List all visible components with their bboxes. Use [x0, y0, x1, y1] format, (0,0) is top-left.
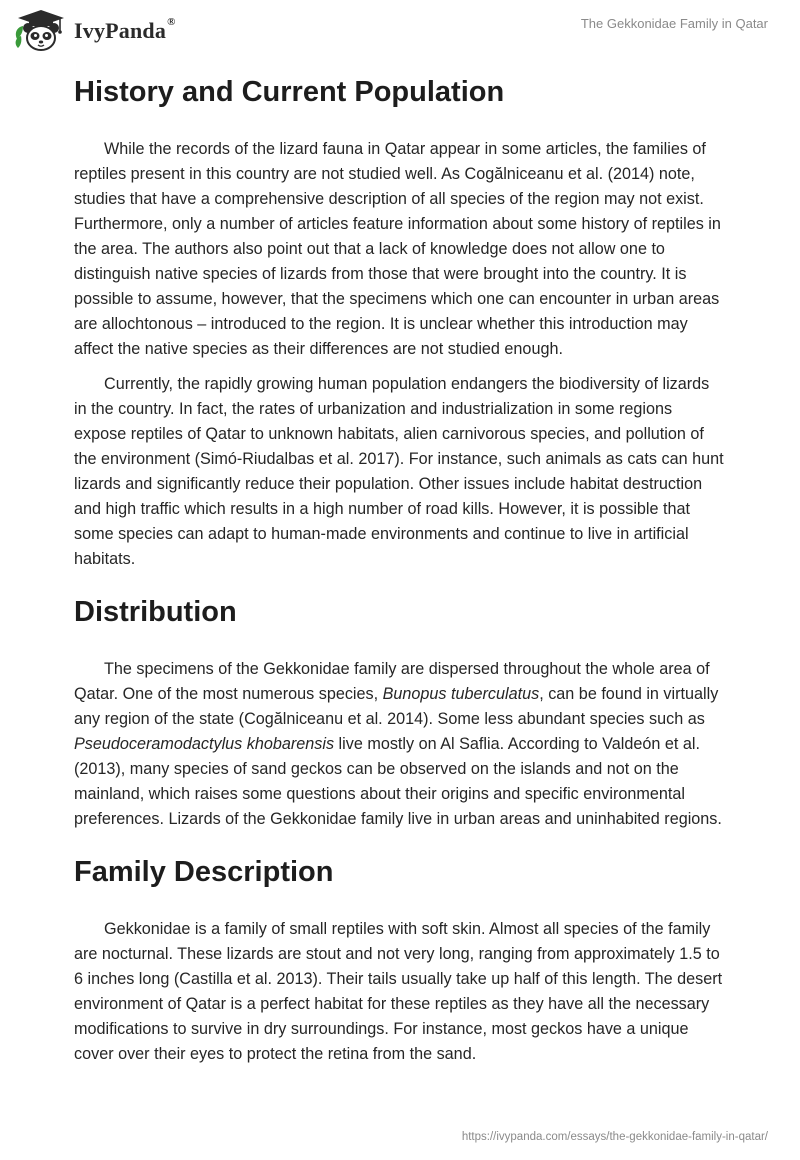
distribution-text-b: , can be found in virtually any region of the state (Cogălniceanu et al. 2014). Some less abundant species such as: [74, 685, 719, 728]
distribution-text-c: live mostly on Al Saflia. According to Valdeón et al. (2013), many species of sand geckos can be observed on the islands and not on the mainland, which raises some questions about their origins and specific environmental preferences. Lizards of the Gekkonidae family live in urban areas and uninhabited regions.: [74, 735, 722, 828]
page-header: [0, 0, 800, 60]
paragraph-history-1: While the records of the lizard fauna in Qatar appear in some articles, the families of reptiles present in this country are not studied well. As Cogălniceanu et al. (2014) note, studies that have a comprehensive description of all species of the region may not exist. Furthermore, only a number of articles feature information about some history of reptiles in the area. The authors also point out that a lack of knowledge does not allow one to distinguish native species of lizards from those that were brought into the country. It is possible to assume, however, that the specimens which one can encounter in urban areas are allochtonous – introduced to the region. It is unclear whether this introduction may affect the native species as their differences are not studied enough.: [74, 140, 721, 358]
section-heading-distribution: Distribution: [74, 596, 237, 628]
ivypanda-logo[interactable]: [14, 9, 176, 53]
paragraph-history-2: Currently, the rapidly growing human population endangers the biodiversity of lizards in the country. In fact, the rates of urbanization and industrialization in some regions expose reptiles of Qatar to unknown habitats, alien carnivorous species, and pollution of the environment (Simó-Riudalbas et al. 2017). For instance, such animals as cats can hunt lizards and significantly reduce their population. Other issues include habitat destruction and high traffic which results in a high number of road kills. However, it is possible that some species can adapt to human-made environments and continue to live in artificial habitats.: [74, 375, 724, 568]
source-url[interactable]: https://ivypanda.com/essays/the-gekkonidae-family-in-qatar/: [461, 1131, 768, 1143]
panda-graduate-logo-icon: [14, 9, 68, 53]
document-title: The Gekkonidae Family in Qatar: [580, 16, 768, 31]
brand-label: IvyPanda: [74, 18, 167, 43]
species-name-pseudoceramodactylus: Pseudoceramodactylus khobarensis: [74, 735, 335, 753]
paragraph-family-description-1: Gekkonidae is a family of small reptiles with soft skin. Almost all species of the family are nocturnal. These lizards are stout and not very long, ranging from approximately 1.5 to 6 inches long (Castilla et al. 2013). Their tails usually take up half of this length. The desert environment of Qatar is a perfect habitat for these reptiles as they have all the necessary modifications to survive in dry surroundings. For instance, most geckos have a unique cover over their eyes to protect the retina from the sand.: [74, 920, 723, 1063]
section-heading-history: History and Current Population: [74, 76, 505, 108]
distribution-text-a: The specimens of the Gekkonidae family are dispersed throughout the whole area of Qatar. One of the most numerous species,: [74, 660, 710, 703]
section-heading-family-description: Family Description: [74, 856, 334, 888]
brand-name: [74, 18, 176, 44]
registered-mark: ®: [167, 16, 176, 28]
species-name-bunopus: Bunopus tuberculatus: [382, 685, 540, 703]
paragraph-distribution-1: [74, 657, 726, 832]
essay-content: [74, 66, 726, 1067]
